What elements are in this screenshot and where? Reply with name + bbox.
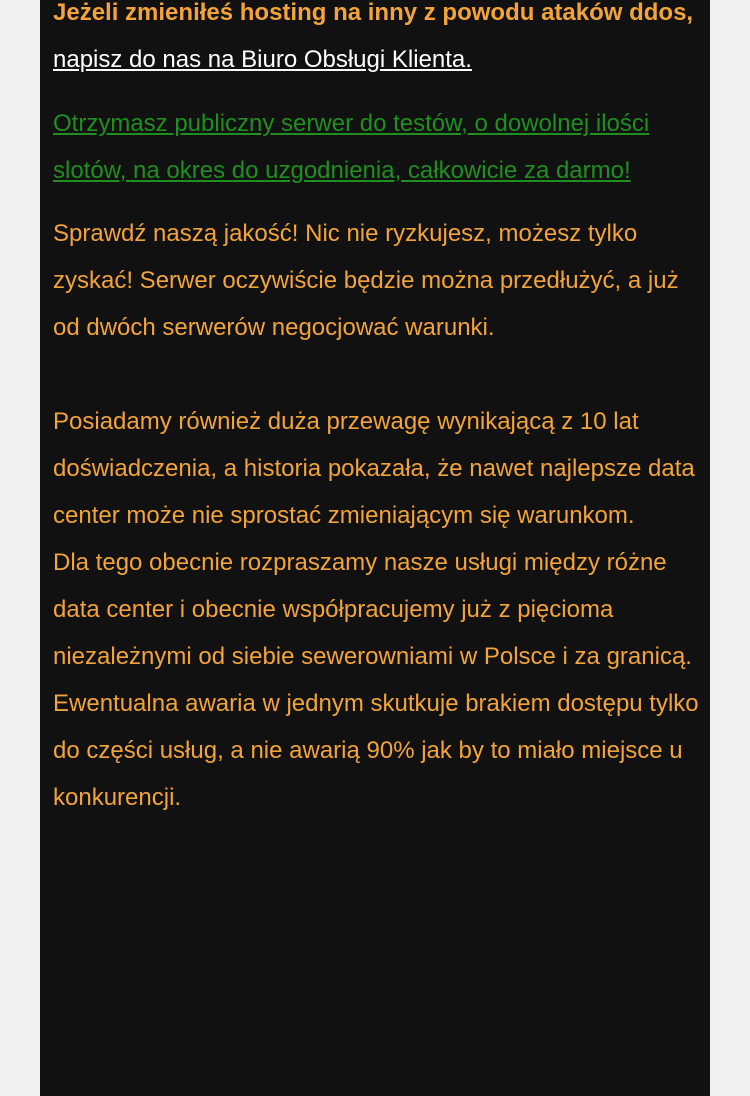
ddos-intro-paragraph	[53, 0, 703, 83]
distribution-paragraph: Dla tego obecnie rozpraszamy nasze usługi między różne data center i obecnie współpracujemy już z pięcioma niezależnymi od siebie sewerowniami w Polsce i za granicą.	[53, 549, 692, 670]
customer-service-link[interactable]: napisz do nas na Biuro Obsługi Klienta.	[53, 46, 472, 73]
ddos-intro-bold: Jeżeli zmieniłeś hosting na inny z powodu ataków ddos,	[53, 0, 694, 26]
failure-paragraph: Ewentualna awaria w jednym skutkuje brakiem dostępu tylko do części usług, a nie awarią 90% jak by to miało miejsce u konkurencji.	[53, 690, 699, 811]
free-test-server-link[interactable]: Otrzymasz publiczny serwer do testów, o dowolnej ilości slotów, na okres do uzgodnienia, całkowicie za darmo!	[53, 110, 650, 184]
article-body	[53, 0, 703, 821]
experience-paragraph: Posiadamy również duża przewagę wynikającą z 10 lat doświadczenia, a historia pokazała, że nawet najlepsze data center może nie sprostać zmieniającym się warunkom.	[53, 408, 695, 529]
free-server-paragraph	[53, 100, 703, 194]
check-quality-paragraph: Sprawdź naszą jakość! Nic nie ryzkujesz, możesz tylko zyskać! Serwer oczywiście będzie można przedłużyć, a już od dwóch serwerów negocjować warunki.	[53, 220, 679, 341]
